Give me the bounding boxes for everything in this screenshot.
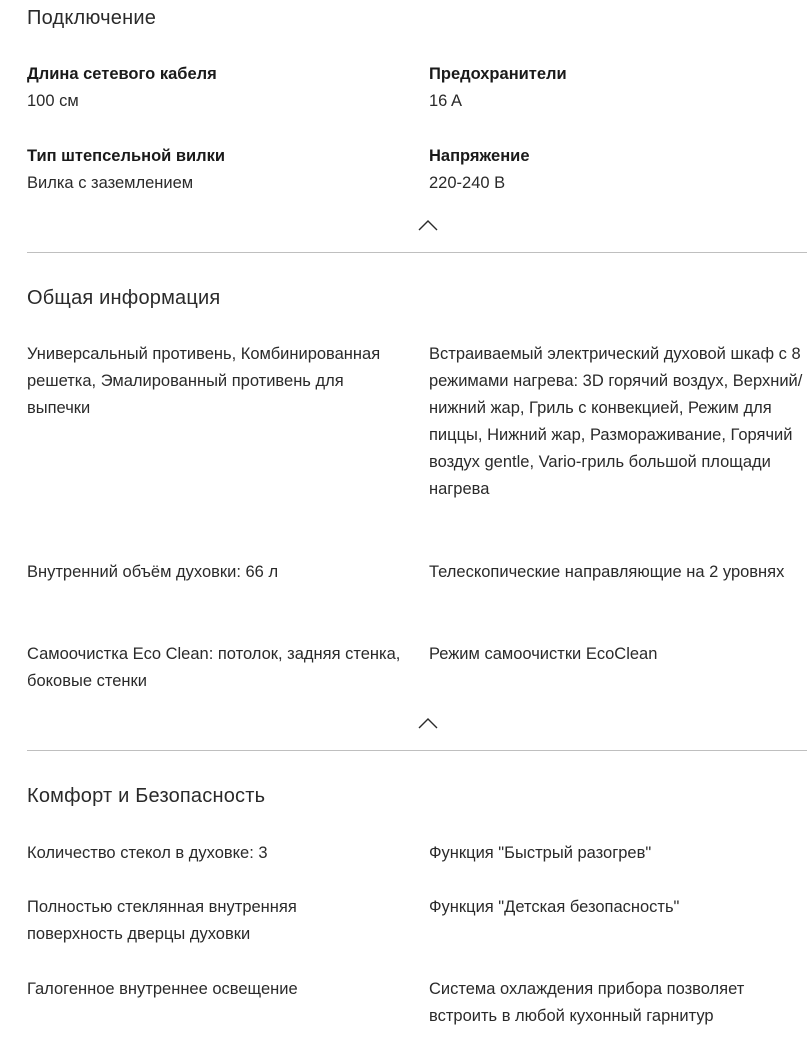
spec-oven-volume: [27, 559, 429, 641]
spec-value: Телескопические направляющие на 2 уровнях: [429, 563, 785, 581]
spec-value: 100 см: [27, 92, 79, 110]
spec-halogen-light: [27, 976, 429, 1030]
spec-value: Функция "Детская безопасность": [429, 898, 680, 916]
spec-child-lock: [429, 894, 807, 976]
spec-voltage: [429, 143, 807, 197]
spec-accessories: [27, 341, 429, 559]
spec-value: Режим самоочистки EcoClean: [429, 645, 658, 663]
general-info-specs: [27, 341, 807, 695]
section-divider: [27, 252, 807, 253]
spec-value: Универсальный противень, Комбинированная решетка, Эмалированный противень для выпечки: [27, 345, 381, 417]
section-title-general-info: Общая информация: [27, 287, 221, 309]
spec-fuses: [429, 61, 807, 143]
spec-label: Напряжение: [429, 147, 530, 165]
spec-telescopic-rails: [429, 559, 807, 641]
spec-eco-clean-surfaces: [27, 641, 429, 695]
spec-heating-modes: [429, 341, 807, 559]
spec-plug-type: [27, 143, 429, 197]
spec-value: Система охлаждения прибора позволяет встроить в любой кухонный гарнитур: [429, 980, 745, 1025]
spec-value: Галогенное внутреннее освещение: [27, 980, 298, 998]
spec-value: 220-240 В: [429, 174, 506, 192]
spec-value: Внутренний объём духовки: 66 л: [27, 563, 279, 581]
spec-glass-count: [27, 840, 429, 894]
spec-value: Вилка с заземлением: [27, 174, 194, 192]
chevron-up-icon[interactable]: [418, 219, 438, 231]
spec-label: Длина сетевого кабеля: [27, 65, 217, 83]
spec-value: Самоочистка Eco Clean: потолок, задняя стенка, боковые стенки: [27, 645, 401, 690]
spec-value: 16 A: [429, 92, 463, 110]
spec-cooling-system: [429, 976, 807, 1030]
spec-eco-clean-mode: [429, 641, 807, 695]
spec-value: Полностью стеклянная внутренняя поверхность дверцы духовки: [27, 898, 297, 943]
spec-value: Встраиваемый электрический духовой шкаф с 8 режимами нагрева: 3D горячий воздух, Верхний/нижний жар, Гриль с конвекцией, Режим для пиццы, Нижний жар, Размораживание, Горячий воздух gentle, Vario-гриль большой площади нагрева: [429, 345, 803, 498]
spec-label: Предохранители: [429, 65, 567, 83]
spec-value: Функция "Быстрый разогрев": [429, 844, 652, 862]
connection-specs: [27, 61, 807, 197]
spec-glass-door-interior: [27, 894, 429, 976]
chevron-up-icon[interactable]: [418, 717, 438, 729]
spec-label: Тип штепсельной вилки: [27, 147, 226, 165]
section-title-connection: Подключение: [27, 7, 157, 29]
spec-fast-preheat: [429, 840, 807, 894]
section-divider: [27, 750, 807, 751]
spec-cable-length: [27, 61, 429, 143]
section-title-comfort-safety: Комфорт и Безопасность: [27, 785, 266, 807]
spec-value: Количество стекол в духовке: 3: [27, 844, 268, 862]
comfort-safety-specs: [27, 840, 807, 1030]
